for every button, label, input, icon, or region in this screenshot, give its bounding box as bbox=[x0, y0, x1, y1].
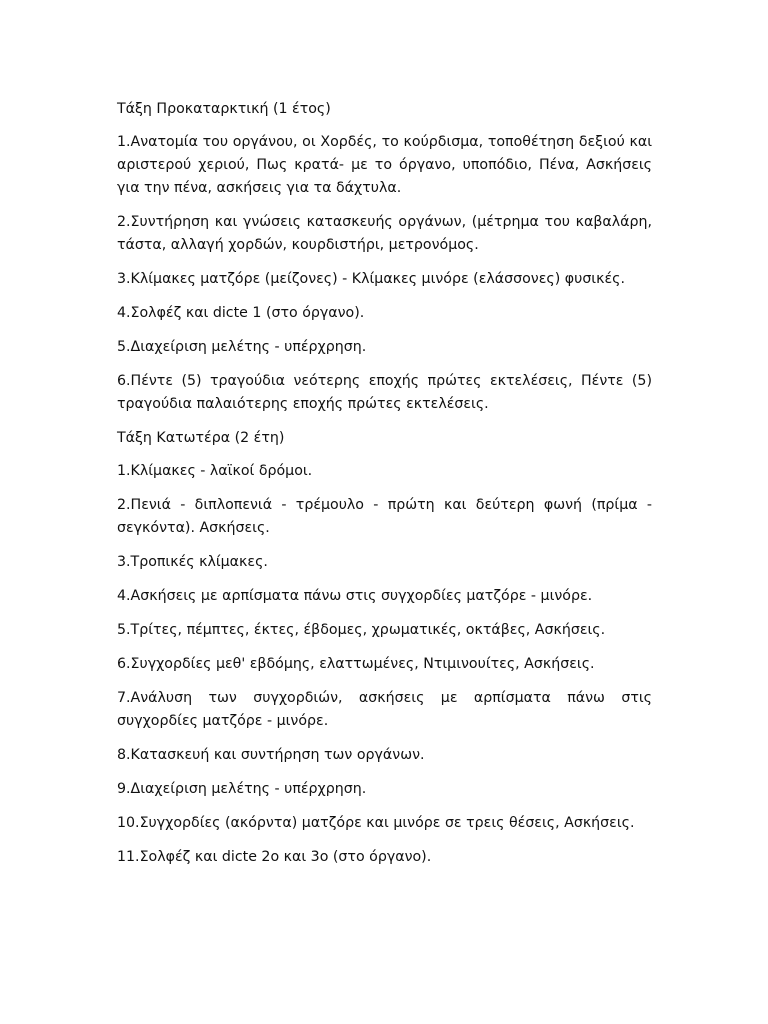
section-heading-preparatory: Τάξη Προκαταρκτική (1 έτος) bbox=[117, 101, 331, 117]
list-item-1-6: 6.Πέντε (5) τραγούδια νεότερης εποχής πρώτες εκτελέσεις, Πέντε (5) τραγούδια παλαιότερης εποχής πρώτες εκτελέσεις. bbox=[117, 373, 652, 412]
list-item-2-2: 2.Πενιά - διπλοπενιά - τρέμουλο - πρώτη και δεύτερη φωνή (πρίμα - σεγκόντα). Ασκήσεις. bbox=[117, 497, 652, 536]
list-item-2-8: 8.Κατασκευή και συντήρηση των οργάνων. bbox=[117, 747, 425, 763]
list-item-1-4: 4.Σολφέζ και dicte 1 (στο όργανο). bbox=[117, 305, 365, 321]
list-item-1-2: 2.Συντήρηση και γνώσεις κατασκευής οργάνων, (μέτρημα του καβαλάρη, τάστα, αλλαγή χορδών, κουρδιστήρι, μετρονόμος. bbox=[117, 214, 652, 253]
list-item-2-5: 5.Τρίτες, πέμπτες, έκτες, έβδομες, χρωματικές, οκτάβες, Ασκήσεις. bbox=[117, 622, 606, 638]
section-heading-lower: Τάξη Κατωτέρα (2 έτη) bbox=[117, 430, 285, 446]
list-item-2-9: 9.Διαχείριση μελέτης - υπέρχρηση. bbox=[117, 781, 367, 797]
document-page bbox=[117, 98, 652, 880]
list-item-1-3: 3.Κλίμακες ματζόρε (μείζονες) - Κλίμακες μινόρε (ελάσσονες) φυσικές. bbox=[117, 271, 625, 287]
list-item-2-11: 11.Σολφέζ και dicte 2ο και 3ο (στο όργανο). bbox=[117, 849, 432, 865]
list-item-1-5: 5.Διαχείριση μελέτης - υπέρχρηση. bbox=[117, 339, 367, 355]
list-item-2-6: 6.Συγχορδίες μεθ' εβδόμης, ελαττωμένες, Ντιμινουίτες, Ασκήσεις. bbox=[117, 656, 595, 672]
list-item-1-1: 1.Ανατομία του οργάνου, οι Χορδές, το κούρδισμα, τοποθέτηση δεξιού και αριστερού χεριού, Πως κρατά- με το όργανο, υποπόδιο, Πένα, Ασκήσεις για την πένα, ασκήσεις για τα δάχτυλα. bbox=[117, 134, 652, 196]
list-item-2-3: 3.Τροπικές κλίμακες. bbox=[117, 554, 268, 570]
list-item-2-10: 10.Συγχορδίες (ακόρντα) ματζόρε και μινόρε σε τρεις θέσεις, Ασκήσεις. bbox=[117, 815, 635, 831]
list-item-2-7: 7.Ανάλυση των συγχορδιών, ασκήσεις με αρπίσματα πάνω στις συγχορδίες ματζόρε - μινόρε. bbox=[117, 690, 652, 729]
list-item-2-1: 1.Κλίμακες - λαϊκοί δρόμοι. bbox=[117, 463, 313, 479]
list-item-2-4: 4.Ασκήσεις με αρπίσματα πάνω στις συγχορδίες ματζόρε - μινόρε. bbox=[117, 588, 593, 604]
